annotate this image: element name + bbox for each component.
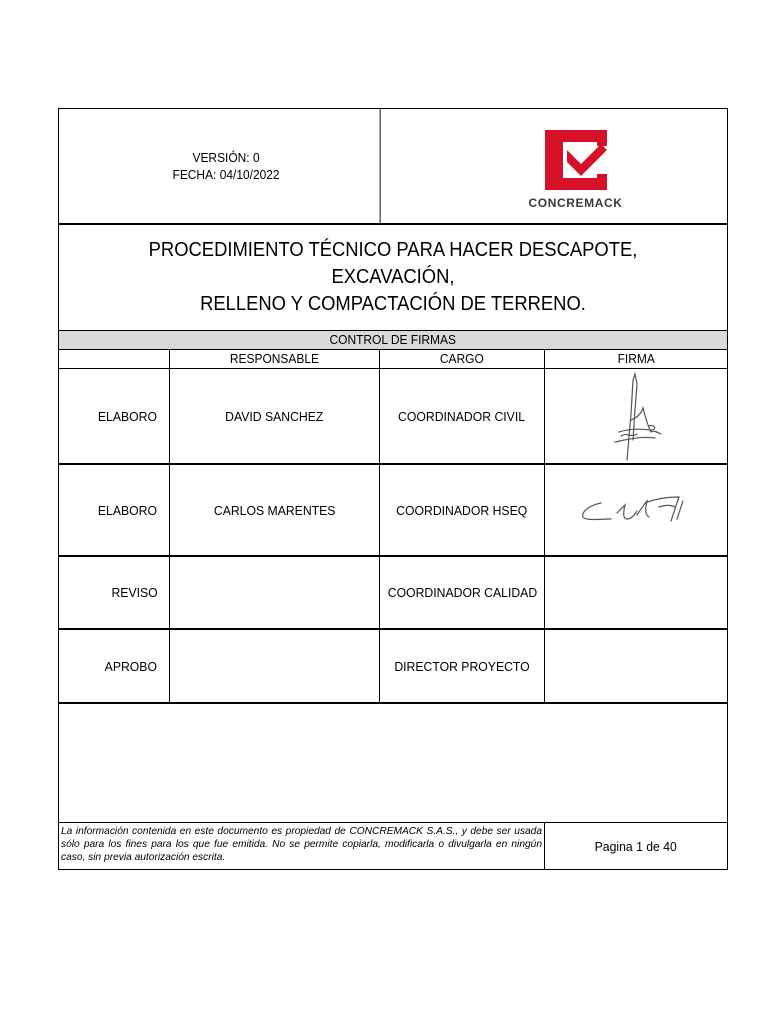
date-label: FECHA: 04/10/2022 — [172, 167, 280, 182]
column-header-cargo: CARGO — [380, 350, 545, 368]
row-responsable — [170, 557, 380, 628]
row-responsable: DAVID SANCHEZ — [170, 369, 380, 463]
signature-icon — [591, 370, 681, 462]
signature-table-header — [59, 350, 727, 369]
row-signature-empty — [545, 630, 727, 702]
row-responsable — [170, 630, 380, 702]
concremack-logo-icon — [541, 128, 611, 192]
title-line-2: RELLENO Y COMPACTACIÓN DE TERRENO. — [200, 293, 586, 315]
company-logo — [529, 128, 623, 210]
column-header-firma: FIRMA — [617, 351, 655, 366]
row-role: ELABORO — [59, 369, 170, 463]
table-row — [59, 465, 727, 557]
row-role: ELABORO — [59, 465, 170, 555]
row-responsable: CARLOS MARENTES — [170, 465, 380, 555]
row-cargo: COORDINADOR CIVIL — [380, 369, 545, 463]
header-empty-cell — [59, 350, 170, 368]
page-number: Pagina 1 de 40 — [594, 838, 678, 854]
document-title — [59, 225, 727, 331]
signature-icon — [571, 485, 701, 535]
document-frame — [58, 108, 728, 870]
title-line-1: PROCEDIMIENTO TÉCNICO PARA HACER DESCAPOTE, EXCAVACIÓN, — [148, 239, 638, 288]
document-header — [59, 109, 727, 225]
signature-control-heading — [59, 331, 727, 350]
document-footer — [59, 823, 727, 869]
company-name: CONCREMACK — [528, 196, 623, 210]
logo-block — [394, 109, 727, 223]
row-cargo: COORDINADOR HSEQ — [380, 465, 545, 555]
row-cargo: DIRECTOR PROYECTO — [380, 630, 545, 702]
version-block — [72, 109, 380, 223]
confidentiality-note: La información contenida en este documento es propiedad de CONCREMACK S.A.S., y debe ser usada sólo para los fines para los que fue emitida. No se permite copiarla, modificarla o divulgarla en ningún caso, sin previa autorización escrita. — [59, 823, 545, 869]
blank-section — [59, 704, 727, 823]
table-row — [59, 369, 727, 465]
table-row — [59, 557, 727, 630]
signature-control-heading-text: CONTROL DE FIRMAS — [329, 332, 457, 347]
row-role: REVISO — [59, 557, 170, 628]
signature-david-sanchez — [545, 369, 727, 463]
column-header-responsable: RESPONSABLE — [170, 350, 380, 368]
version-label: VERSIÓN: 0 — [192, 150, 260, 165]
table-row — [59, 630, 727, 704]
row-role: APROBO — [59, 630, 170, 702]
signature-carlos-marentes — [545, 465, 727, 555]
row-signature-empty — [545, 557, 727, 628]
row-cargo: COORDINADOR CALIDAD — [380, 557, 545, 628]
